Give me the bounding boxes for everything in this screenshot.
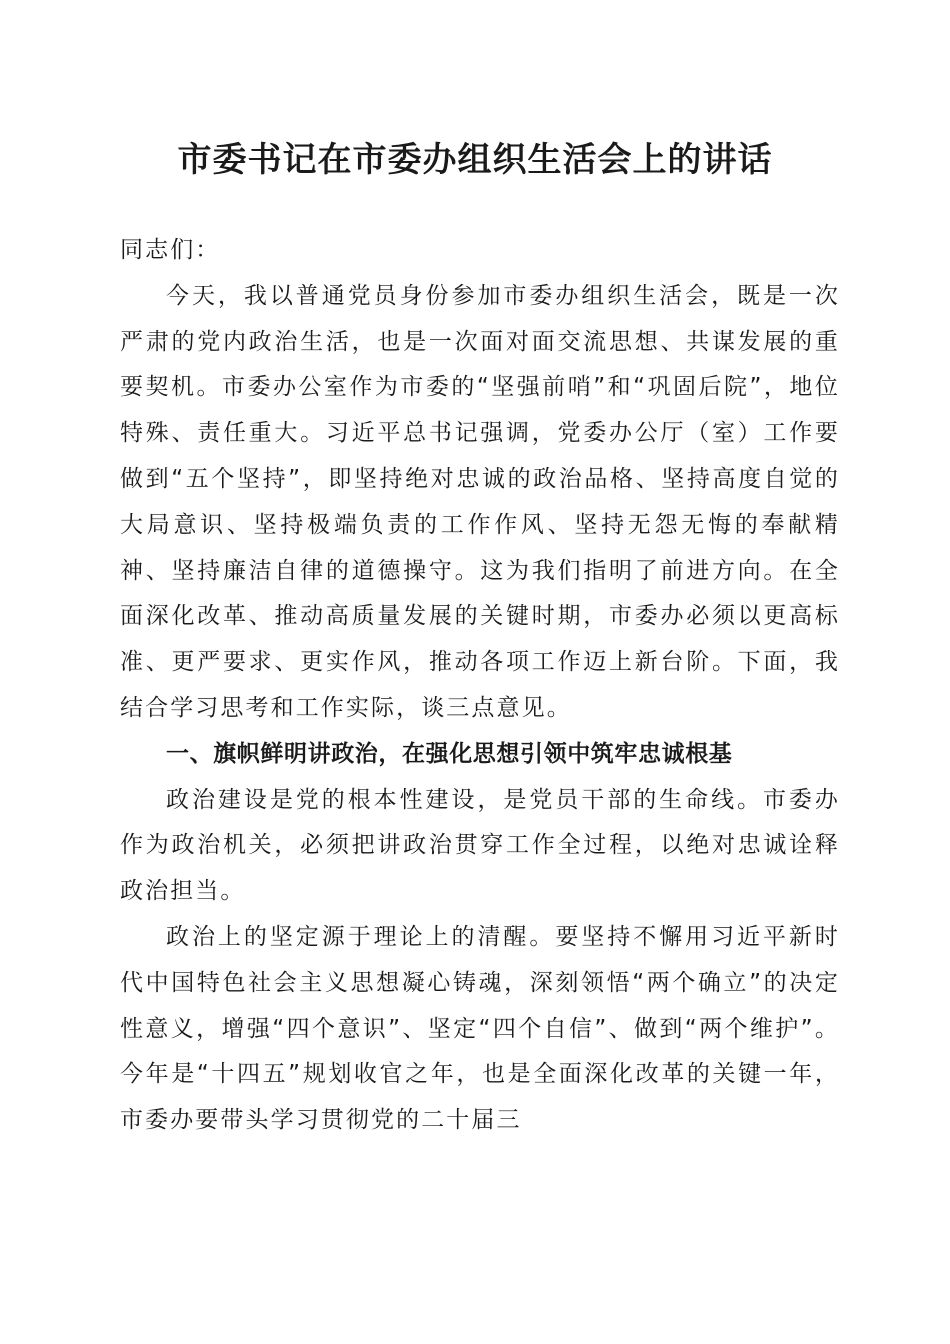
intro-paragraph: 今天，我以普通党员身份参加市委办组织生活会，既是一次严肃的党内政治生活，也是一次面对面交流思想、共谋发展的重要契机。市委办公室作为市委的“坚强前哨”和“巩固后院”，地位特殊、责任重大。习近平总书记强调，党委办公厅（室）工作要做到“五个坚持”，即坚持绝对忠诚的政治品格、坚持高度自觉的大局意识、坚持极端负责的工作作风、坚持无怨无悔的奉献精神、坚持廉洁自律的道德操守。这为我们指明了前进方向。在全面深化改革、推动高质量发展的关键时期，市委办必须以更高标准、更严要求、更实作风，推动各项工作迈上新台阶。下面，我结合学习思考和工作实际，谈三点意见。 <box>120 282 840 721</box>
salutation: 同志们： <box>120 237 221 263</box>
section-1-paragraph-1: 政治建设是党的根本性建设，是党员干部的生命线。市委办作为政治机关，必须把讲政治贯穿工作全过程，以绝对忠诚诠释政治担当。 <box>120 786 840 905</box>
section-heading-1: 一、旗帜鲜明讲政治，在强化思想引领中筑牢忠诚根基 <box>166 740 733 767</box>
section-1-paragraph-2: 政治上的坚定源于理论上的清醒。要坚持不懈用习近平新时代中国特色社会主义思想凝心铸魂，深刻领悟“两个确立”的决定性意义，增强“四个意识”、坚定“四个自信”、做到“两个维护”。今年是“十四五”规划收官之年，也是全面深化改革的关键一年，市委办要带头学习贯彻党的二十届三 <box>120 923 840 1134</box>
document-body <box>120 228 840 1144</box>
document-title: 市委书记在市委办组织生活会上的讲话 <box>177 140 773 180</box>
